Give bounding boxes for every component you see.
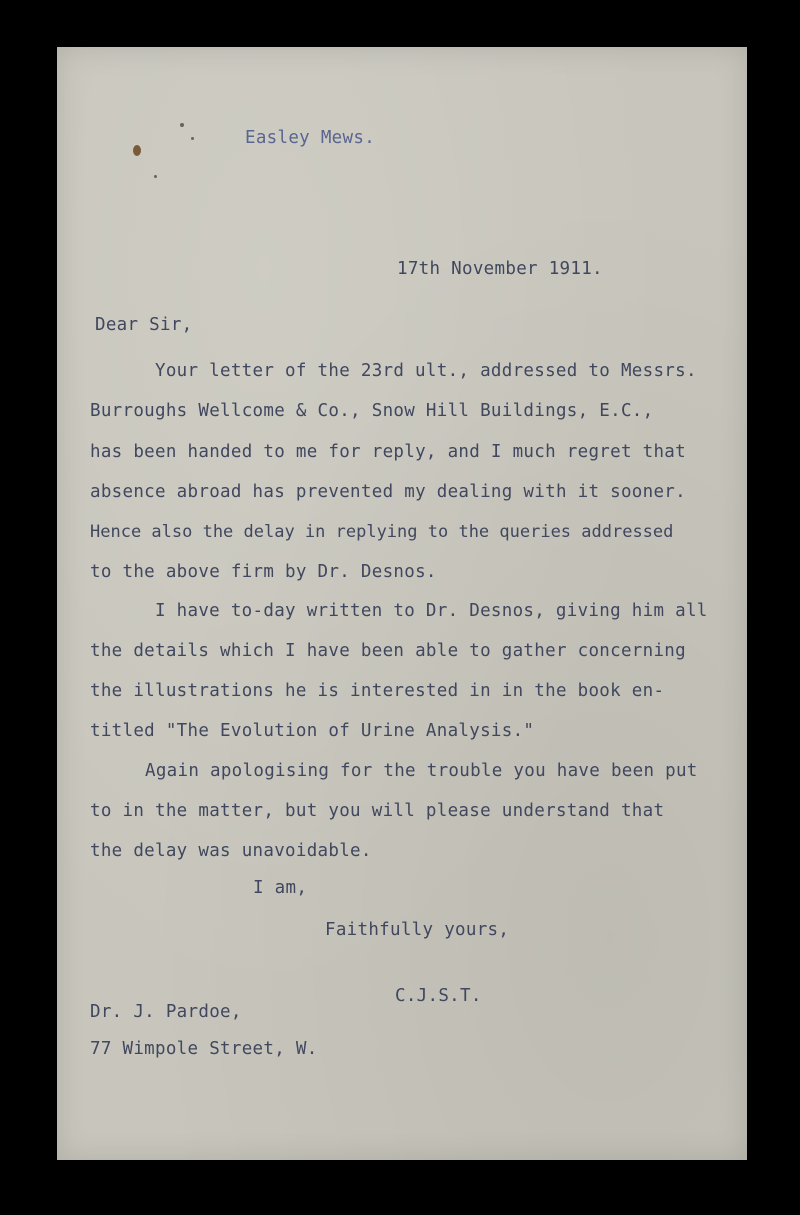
body-line: Your letter of the 23rd ult., addressed to Messrs. [155, 361, 697, 381]
recipient-address: 77 Wimpole Street, W. [90, 1039, 318, 1059]
ink-spot [180, 123, 184, 127]
body-line: has been handed to me for reply, and I much regret that [90, 442, 686, 462]
body-line: titled "The Evolution of Urine Analysis." [90, 721, 535, 741]
body-line: I have to-day written to Dr. Desnos, giving him all [155, 601, 708, 621]
body-line: Again apologising for the trouble you have been put [145, 761, 698, 781]
body-line: absence abroad has prevented my dealing with it sooner. [90, 482, 686, 502]
letter-page [57, 47, 747, 1160]
recipient-name: Dr. J. Pardoe, [90, 1002, 242, 1022]
body-line: Burroughs Wellcome & Co., Snow Hill Buildings, E.C., [90, 401, 654, 421]
letter-date: 17th November 1911. [397, 259, 603, 279]
ink-spot [154, 175, 157, 178]
body-line: the details which I have been able to gather concerning [90, 641, 686, 661]
closing-i-am: I am, [253, 878, 308, 898]
body-line: to in the matter, but you will please understand that [90, 801, 665, 821]
ink-spot [133, 145, 141, 156]
sender-initials: C.J.S.T. [395, 986, 482, 1006]
body-line: to the above firm by Dr. Desnos. [90, 562, 437, 582]
body-line: the illustrations he is interested in in the book en- [90, 681, 665, 701]
closing-faithfully: Faithfully yours, [325, 920, 510, 940]
ink-spot [191, 137, 194, 140]
body-line: the delay was unavoidable. [90, 841, 372, 861]
salutation: Dear Sir, [95, 315, 193, 335]
body-line: Hence also the delay in replying to the queries addressed [90, 522, 674, 542]
sender-address: Easley Mews. [245, 128, 376, 148]
